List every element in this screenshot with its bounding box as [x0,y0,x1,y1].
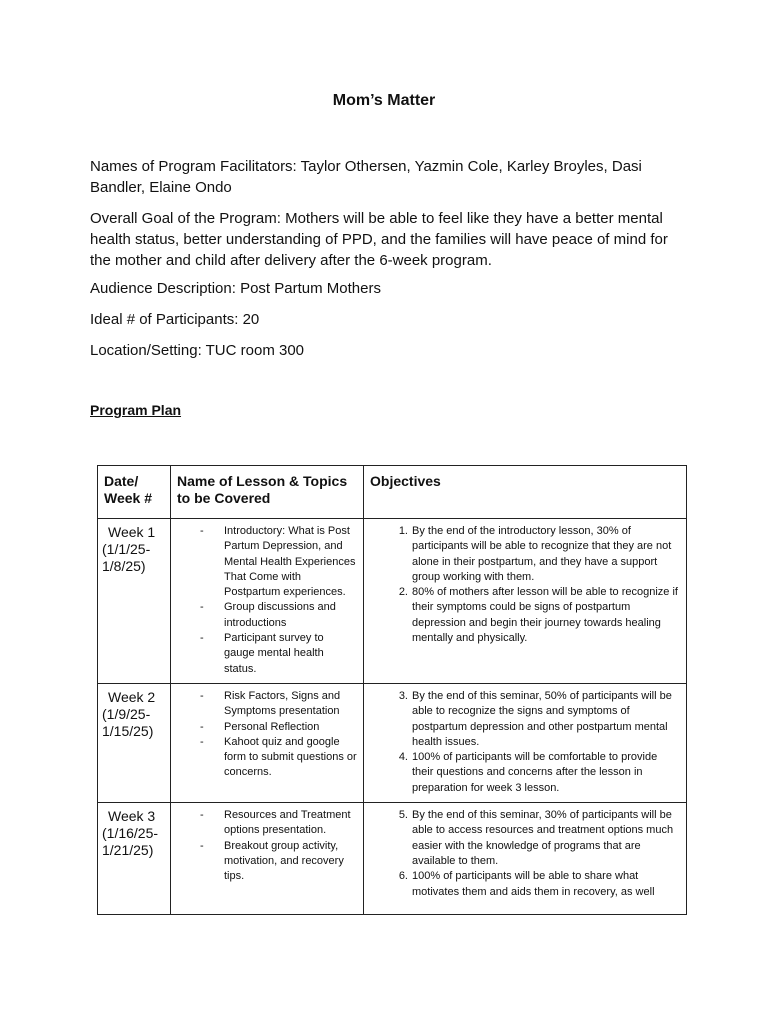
objectives-cell [364,519,687,684]
topic-list [175,524,357,677]
topic-item: - Group discussions and introductions [175,600,357,631]
objective-text: By the end of this seminar, 30% of participants will be able to access resources and treatment options much easier with the knowledge of programs that are available to them. [412,809,674,867]
program-plan-heading: Program Plan [90,402,182,418]
topic-item: - Introductory: What is Post Partum Depression, and Mental Health Experiences That Come with Postpartum experiences. [175,524,357,600]
objective-text: By the end of this seminar, 50% of participants will be able to recognize the signs and symptoms of postpartum depression and other postpartum mental health issues. [412,689,672,748]
table-row [98,683,687,802]
topics-cell [171,519,364,684]
week-label: Week 2 [108,688,156,705]
objective-text: By the end of the introductory lesson, 30% of participants will be able to recognize that they are not alone in their postpartum, and they have a support group working with them. [412,525,672,583]
page-title: Mom’s Matter [332,92,436,109]
objective-number: 1. [398,525,408,537]
topic-list [175,808,357,884]
week-cell [98,683,171,802]
objective-item [368,524,678,585]
objective-list [368,524,678,646]
week-dates: (1/16/25-1/21/25) [102,825,159,859]
topic-item: - Participant survey to gauge mental health status. [175,631,357,677]
table-header-row [98,466,687,519]
week-dates: (1/9/25-1/15/25) [102,705,154,739]
header-week: Date/ Week # [98,466,171,519]
objective-list [368,808,678,900]
objective-number: 5. [398,809,408,822]
objectives-cell [364,683,687,802]
topics-cell [171,803,364,915]
topic-item: - Breakout group activity, motivation, and recovery tips. [175,839,357,885]
objective-text: 100% of participants will be comfortable to provide their questions and concerns after the lesson in preparation for week 3 lesson. [412,751,658,794]
location-text: Location/Setting: TUC room 300 [90,342,305,359]
objective-item [368,808,678,869]
header-topics: Name of Lesson & Topics to be Covered [171,466,364,519]
program-goal-text: Overall Goal of the Program: Mothers will be able to feel like they have a better mental health status, better understanding of PPD, and the families will have peace of mind for the mother and child after delivery after the 6-week program. [90,210,668,269]
week-cell [98,519,171,684]
header-objectives: Objectives [364,466,687,519]
objective-text: 80% of mothers after lesson will be able to recognize if their symptoms could be signs of postpartum depression and begin their journey towards healing mentally and physically. [412,586,678,645]
program-plan-table [97,465,687,915]
objective-item [368,869,678,900]
facilitators-text: Names of Program Facilitators: Taylor Othersen, Yazmin Cole, Karley Broyles, Dasi Bandler, Elaine Ondo [90,158,642,196]
topic-item: - Resources and Treatment options presentation. [175,808,357,839]
table-row [98,803,687,915]
topic-item: - Personal Reflection [175,720,357,735]
objective-number: 6. [398,870,408,883]
audience-description-text: Audience Description: Post Partum Mothers [90,280,381,297]
participants-count-text: Ideal # of Participants: 20 [90,311,260,328]
objective-item [368,750,678,796]
topic-item: - Risk Factors, Signs and Symptoms presentation [175,689,357,720]
objective-number: 3. [398,689,408,702]
objective-list [368,689,678,796]
objective-number: 4. [398,751,408,764]
topic-item: - Kahoot quiz and google form to submit questions or concerns. [175,735,357,781]
objective-item [368,585,678,646]
week-dates: (1/1/25-1/8/25) [102,541,151,574]
week-label: Week 3 [108,808,156,825]
objective-item [368,689,678,750]
objectives-cell [364,803,687,915]
topic-list [175,689,357,781]
topics-cell [171,683,364,802]
week-cell [98,803,171,915]
table-row [98,519,687,684]
week-label: Week 1 [108,524,156,540]
objective-text: 100% of participants will be able to share what motivates them and aids them in recovery, as well [412,870,655,898]
objective-number: 2. [398,586,408,599]
